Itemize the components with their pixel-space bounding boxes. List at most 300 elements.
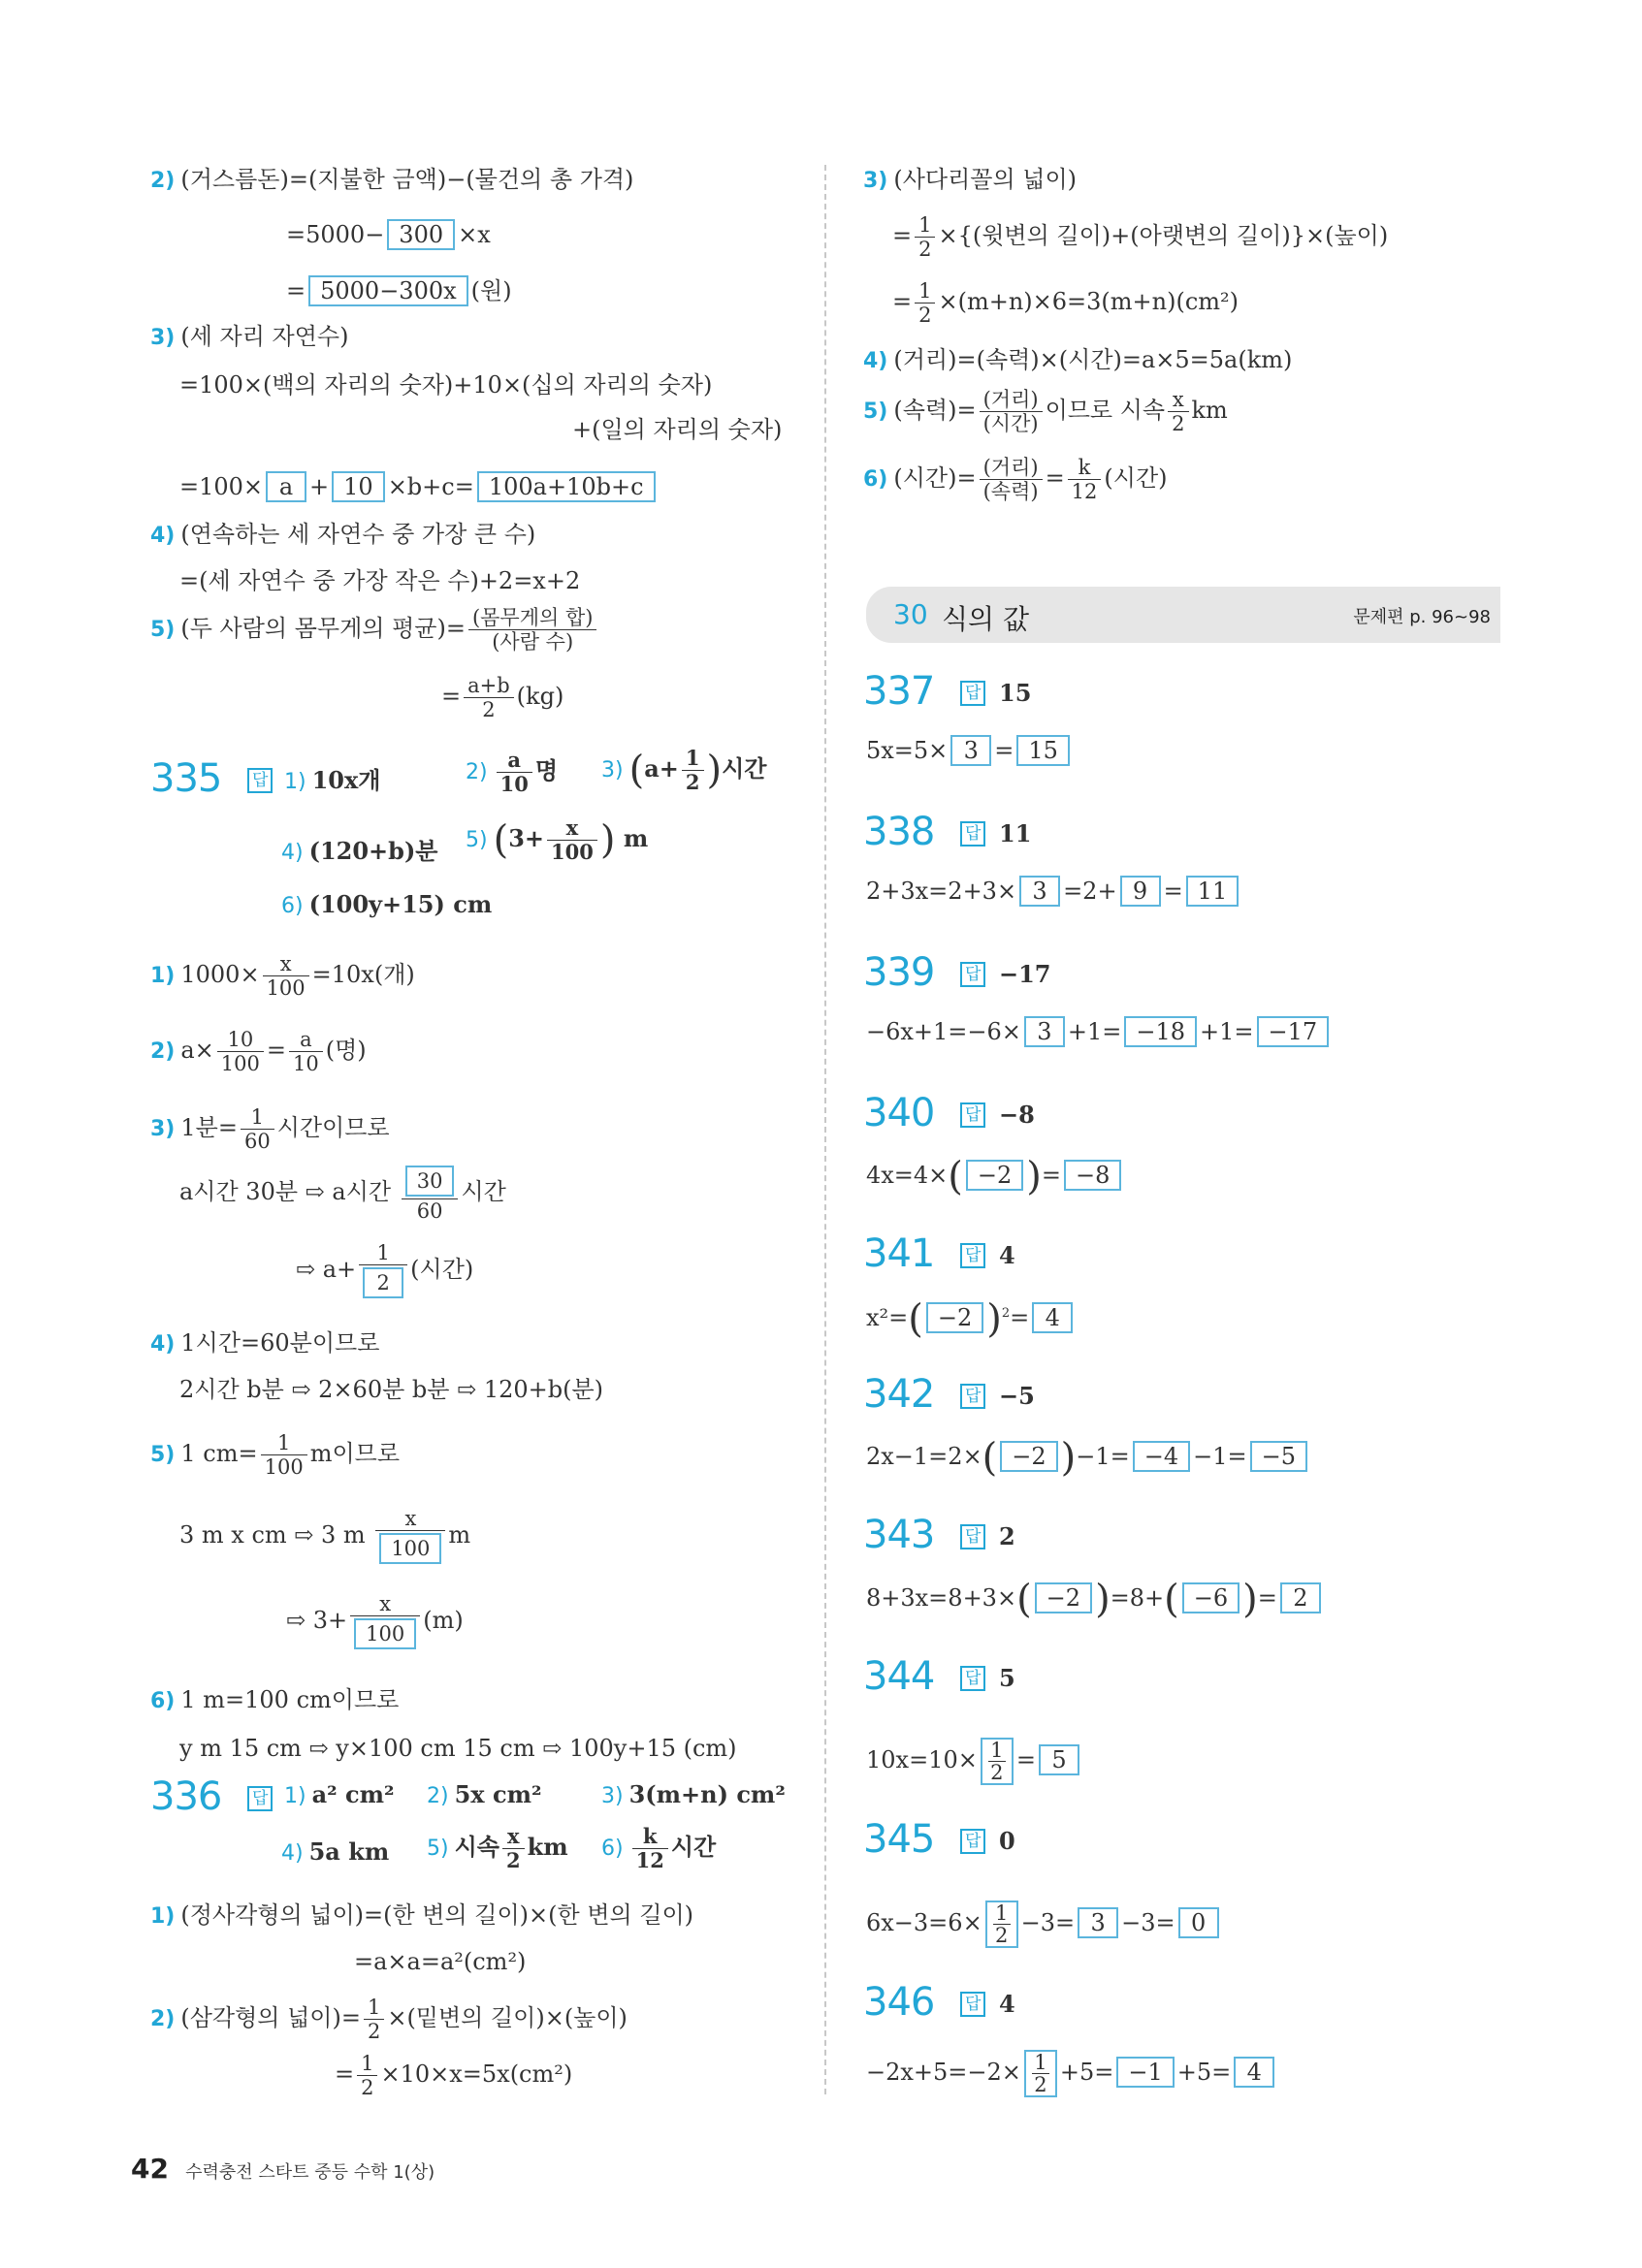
paren: ( [1164, 1577, 1179, 1622]
text: km [527, 1833, 568, 1861]
text: 2x−1=2× [866, 1443, 982, 1470]
solution-line [866, 1296, 1076, 1342]
solution-line [179, 370, 712, 399]
answer-box: 100 [354, 1618, 416, 1649]
text: =10x(개) [311, 961, 415, 988]
numerator: (거리) [980, 456, 1043, 480]
text: ×x [458, 221, 491, 248]
numerator: 1 [915, 213, 935, 238]
text: 5x=5× [866, 737, 949, 764]
text: 1시간=60분이므로 [180, 1329, 380, 1357]
answer-box: a [266, 471, 306, 502]
denominator: (시간) [982, 412, 1039, 435]
text: = [335, 2060, 355, 2088]
item-number: 1) [150, 964, 176, 988]
item-number: 2) [427, 1784, 449, 1808]
text: −2x+5=−2× [866, 2059, 1021, 2086]
numerator: 1 [1032, 2052, 1049, 2074]
answer-value: 4 [999, 1241, 1015, 1269]
text: (속력)= [893, 397, 977, 424]
answer-box: −2 [1000, 1441, 1057, 1472]
solution-line [866, 876, 1241, 907]
fraction [632, 1825, 668, 1872]
text: 4x=4× [866, 1162, 949, 1189]
numerator: 1 [682, 747, 704, 771]
text: +5= [1176, 2059, 1232, 2086]
denominator: 60 [243, 1130, 271, 1153]
text: +5= [1059, 2059, 1114, 2086]
solution-line [866, 1154, 1124, 1199]
item-number: 4) [863, 349, 888, 373]
item-number: 5) [466, 828, 488, 852]
answer-box: 3 [950, 735, 991, 766]
denominator: 12 [635, 1848, 664, 1872]
text: (거리)=(속력)×(시간)=a×5=5a(km) [893, 346, 1293, 373]
answer-box: 15 [1016, 735, 1070, 766]
numerator: a [289, 1028, 323, 1052]
problem-number: 335 [150, 756, 222, 801]
text: = [892, 222, 913, 249]
text: 1분= [180, 1114, 238, 1141]
solution-line [866, 1016, 1332, 1047]
text: (원) [470, 277, 512, 304]
solution-line [179, 471, 659, 502]
denominator: 2 [990, 1761, 1004, 1784]
text: 시간 [461, 1178, 506, 1205]
fraction [1024, 2048, 1057, 2099]
text: 시속 [454, 1833, 499, 1861]
item-number: 5) [150, 1443, 176, 1467]
problem-number: 340 [863, 1091, 935, 1135]
text: (사다리꼴의 넓이) [893, 166, 1078, 193]
text: ⇨ a+ [296, 1256, 357, 1283]
answer-box: 5 [1039, 1744, 1079, 1775]
fraction [497, 749, 532, 796]
text: −6x+1=−6× [866, 1018, 1021, 1045]
text: 3 m x cm ⇨ 3 m [179, 1521, 373, 1549]
fraction [359, 1241, 407, 1300]
text: 10x개 [311, 766, 381, 794]
text: = [1015, 1746, 1036, 1773]
page-number: 42 [131, 2153, 169, 2185]
fraction [981, 1736, 1014, 1787]
solution-line [179, 1507, 470, 1566]
solution-line [286, 275, 512, 306]
text: =a×a=a²(cm²) [354, 1948, 527, 1975]
text: (100y+15) cm [308, 890, 493, 918]
solution-line [150, 1431, 400, 1479]
numerator: 1 [988, 1740, 1006, 1762]
item-number: 3) [601, 758, 624, 783]
text: m이므로 [309, 1440, 400, 1467]
fraction [350, 1592, 420, 1651]
solution-line [150, 322, 348, 353]
item-number: 5) [427, 1837, 449, 1861]
numerator: x [1168, 388, 1188, 412]
answer-label: 답 [960, 1384, 985, 1409]
text: 3+ [508, 824, 545, 852]
text: ×10×x=5x(cm²) [380, 2060, 573, 2088]
solution-line [892, 213, 1388, 261]
answer-box: 3 [1078, 1907, 1118, 1938]
answer-label: 답 [247, 768, 273, 793]
item-number: 4) [150, 524, 176, 548]
paren: ( [908, 1296, 923, 1342]
answer-label: 답 [960, 1102, 985, 1128]
item-number: 3) [863, 169, 888, 193]
fraction [1168, 388, 1188, 435]
numerator: 1 [915, 279, 935, 303]
denominator: 2 [1172, 412, 1185, 435]
item-number: 1) [284, 770, 306, 794]
answer-box: −1 [1116, 2057, 1174, 2088]
answer-label: 답 [960, 1524, 985, 1549]
numerator: x [263, 952, 309, 976]
text: (거스름돈)=(지불한 금액)−(물건의 총 가격) [180, 166, 634, 193]
solution-line [572, 415, 782, 444]
denominator: 2 [994, 1924, 1009, 1947]
text: 시간이므로 [276, 1114, 390, 1141]
text: m [623, 824, 649, 852]
denominator: 2 [367, 2020, 381, 2043]
text: = [994, 737, 1014, 764]
numerator: 10 [217, 1028, 264, 1052]
item-number: 6) [281, 894, 304, 918]
section-title: 식의 값 [942, 603, 1030, 635]
answer-box: 9 [1120, 876, 1161, 907]
solution-line [179, 566, 580, 595]
fraction [682, 747, 704, 794]
solution-line [150, 1028, 367, 1075]
problem-number: 342 [863, 1372, 935, 1417]
solution-line [150, 952, 415, 1000]
section-header [866, 587, 1500, 643]
text: a시간 30분 ⇨ a시간 [179, 1178, 399, 1205]
fraction [502, 1825, 525, 1872]
item-number: 6) [601, 1837, 624, 1861]
numerator: x [350, 1592, 420, 1616]
denominator: 100 [551, 840, 594, 864]
answer-box: −4 [1133, 1441, 1190, 1472]
fraction [217, 1028, 264, 1075]
answer-value: 4 [999, 1990, 1015, 2018]
text: 6x−3=6× [866, 1909, 982, 1936]
solution-line [150, 1685, 399, 1716]
item-number: 2) [466, 760, 488, 784]
item-number: 5) [150, 618, 176, 642]
answer-label: 답 [960, 1992, 985, 2017]
solution-line [863, 345, 1292, 376]
solution-line [354, 1947, 526, 1976]
fraction [468, 606, 597, 654]
text: = [286, 277, 306, 304]
denominator: 2 [685, 770, 700, 794]
solution-line [150, 606, 599, 654]
exponent: 2 [1001, 1306, 1011, 1321]
numerator: 1 [359, 1241, 407, 1265]
answer-item [284, 761, 381, 795]
solution-line [179, 1375, 603, 1404]
text: (정사각형의 넓이)=(한 변의 길이)×(한 변의 길이) [180, 1901, 694, 1929]
text: (시간) [1104, 464, 1168, 492]
text: = [892, 288, 913, 315]
answer-box: 11 [1186, 876, 1240, 907]
solution-line [892, 279, 1239, 327]
answer-item [284, 1780, 395, 1808]
fraction [1068, 456, 1102, 503]
solution-line [150, 1328, 379, 1359]
item-number: 4) [281, 841, 304, 865]
item-number: 2) [150, 169, 176, 193]
page-footer [131, 2153, 435, 2185]
solution-line [286, 1592, 464, 1651]
answer-value: 2 [999, 1522, 1015, 1550]
denominator: 100 [264, 1455, 304, 1479]
page-reference: 문제편 p. 96~98 [1353, 607, 1491, 627]
problem-number: 337 [863, 669, 935, 714]
fraction [980, 388, 1043, 435]
solution-line [866, 1435, 1310, 1481]
text: =2+ [1063, 878, 1117, 905]
answer-box: −17 [1257, 1016, 1330, 1047]
text: (세 자리 자연수) [180, 323, 349, 350]
solution-line [866, 1736, 1082, 1787]
fraction [375, 1507, 445, 1566]
answer-label: 답 [960, 1829, 985, 1854]
answer-item [601, 1825, 716, 1872]
answer-item [466, 749, 558, 796]
answer-item [601, 1780, 786, 1808]
text: a² cm² [311, 1780, 395, 1808]
answer-value: 11 [999, 819, 1032, 847]
text: =(세 자연수 중 가장 작은 수)+2=x+2 [179, 567, 581, 594]
solution-line [179, 1734, 737, 1763]
fraction [357, 2052, 377, 2099]
text: −1= [1193, 1443, 1247, 1470]
text: (m) [423, 1607, 464, 1634]
numerator: x [547, 816, 597, 841]
fraction [464, 674, 514, 721]
text: a+ [644, 754, 679, 783]
numerator: 1 [993, 1902, 1011, 1925]
solution-line [335, 2052, 572, 2099]
numerator: 1 [261, 1431, 307, 1455]
answer-box: −8 [1064, 1160, 1121, 1191]
denominator: 2 [918, 238, 932, 261]
text: (120+b)분 [308, 837, 438, 865]
paren: ) [599, 817, 616, 863]
problem-number: 339 [863, 950, 935, 995]
section-number: 30 [893, 598, 928, 630]
problem-number: 341 [863, 1231, 935, 1276]
answer-label: 답 [960, 821, 985, 847]
solution-line [866, 2048, 1277, 2099]
paren: ) [986, 1296, 1002, 1342]
item-number: 1) [284, 1784, 306, 1808]
answer-box: 4 [1234, 2057, 1274, 2088]
text: = [1041, 1162, 1062, 1189]
text: = [1045, 464, 1065, 492]
text: (연속하는 세 자연수 중 가장 큰 수) [180, 521, 536, 548]
text: x²= [866, 1304, 909, 1331]
solution-line [150, 1105, 390, 1153]
paren: ( [493, 817, 509, 863]
numerator: 1 [364, 1996, 384, 2020]
text: 시간 [722, 754, 767, 783]
text: (두 사람의 몸무게의 평균)= [180, 615, 466, 642]
denominator: 100 [266, 976, 306, 1000]
fraction [915, 279, 935, 327]
answer-box: 4 [1032, 1302, 1073, 1333]
fraction [263, 952, 309, 1000]
paren: ) [1060, 1435, 1077, 1481]
answer-box: 30 [405, 1166, 455, 1197]
text: 1 cm= [180, 1440, 258, 1467]
item-number: 3) [601, 1784, 624, 1808]
text: + [309, 473, 330, 500]
paren: ( [628, 748, 645, 793]
text: 명 [534, 756, 559, 784]
denominator: 10 [293, 1052, 319, 1075]
denominator: 100 [220, 1052, 260, 1075]
answer-box: −2 [966, 1160, 1023, 1191]
denominator: 2 [1034, 2073, 1047, 2096]
text: 10x=10× [866, 1746, 978, 1773]
text: km [1191, 397, 1228, 424]
answer-box: 100 [379, 1533, 441, 1564]
numerator: k [632, 1825, 668, 1849]
item-number: 3) [150, 1117, 176, 1141]
answer-box: 300 [387, 219, 455, 250]
answer-box: −5 [1250, 1441, 1307, 1472]
solution-line [863, 165, 1077, 196]
numerator: 1 [357, 2052, 377, 2076]
text: = [1257, 1584, 1277, 1612]
text: ×(m+n)×6=3(m+n)(cm²) [938, 288, 1239, 315]
answer-value: 15 [999, 679, 1032, 707]
answer-box: −6 [1182, 1582, 1240, 1613]
answer-box: 3 [1024, 1016, 1065, 1047]
denominator: (사람 수) [492, 630, 574, 654]
solution-line [286, 219, 491, 250]
answer-value: 0 [999, 1827, 1015, 1855]
answer-box: 0 [1178, 1907, 1219, 1938]
solution-line [866, 1577, 1324, 1622]
paren: ) [1026, 1154, 1042, 1199]
text: (시간) [410, 1256, 474, 1283]
text: =8+ [1110, 1584, 1165, 1612]
problem-number: 346 [863, 1980, 935, 2025]
text: 시간 [670, 1833, 717, 1861]
paren: ) [706, 748, 723, 793]
numerator: (몸무게의 합) [468, 606, 597, 630]
text: (시간)= [893, 464, 977, 492]
text: ×(밑변의 길이)×(높이) [387, 2004, 628, 2031]
fraction [261, 1431, 307, 1479]
numerator: k [1068, 456, 1102, 480]
column-divider [824, 165, 826, 2094]
paren: ( [982, 1435, 998, 1481]
text: =100×(백의 자리의 숫자)+10×(십의 자리의 숫자) [179, 371, 713, 399]
text: 1 m=100 cm이므로 [180, 1686, 400, 1713]
fraction [402, 1164, 459, 1223]
book-title: 수력충전 스타트 중등 수학 1(상) [185, 2162, 435, 2183]
problem-number: 345 [863, 1817, 935, 1862]
item-number: 4) [281, 1841, 304, 1866]
numerator: 1 [241, 1105, 274, 1130]
item-number: 6) [150, 1689, 176, 1713]
answer-box: −2 [1035, 1582, 1092, 1613]
fraction [547, 816, 597, 864]
item-number: 2) [150, 2007, 176, 2031]
text: y m 15 cm ⇨ y×100 cm 15 cm ⇨ 100y+15 (cm) [179, 1735, 737, 1762]
text: ×b+c= [387, 473, 474, 500]
denominator: 10 [499, 772, 529, 796]
fraction [915, 213, 935, 261]
answer-box: 2 [363, 1267, 403, 1298]
answer-item [466, 816, 648, 864]
solution-line [441, 674, 563, 721]
answer-label: 답 [960, 1243, 985, 1268]
problem-number: 338 [863, 810, 935, 854]
text: 3(m+n) cm² [628, 1780, 786, 1808]
answer-box: 10 [332, 471, 385, 502]
fraction [985, 1899, 1018, 1950]
text: m [448, 1521, 471, 1549]
text: = [1010, 1304, 1030, 1331]
solution-line [150, 165, 633, 196]
text: (kg) [516, 683, 564, 710]
text: 2시간 b분 ⇨ 2×60분 b분 ⇨ 120+b(분) [179, 1376, 604, 1403]
denominator: 2 [918, 303, 932, 327]
text: ⇨ 3+ [286, 1607, 348, 1634]
numerator: x [502, 1825, 525, 1849]
answer-box: 5000−300x [308, 275, 468, 306]
denominator: 12 [1071, 480, 1098, 503]
solution-line [863, 388, 1228, 435]
solution-line [863, 456, 1168, 503]
item-number: 1) [150, 1904, 176, 1929]
denominator: 2 [505, 1848, 521, 1872]
answer-box: 100a+10b+c [477, 471, 656, 502]
numerator: (거리) [980, 388, 1043, 412]
fraction [289, 1028, 323, 1075]
item-number: 2) [150, 1039, 176, 1064]
paren: ) [1242, 1577, 1258, 1622]
item-number: 4) [150, 1332, 176, 1357]
answer-item [601, 747, 766, 794]
solution-line [150, 1901, 693, 1932]
answer-value: 5 [999, 1664, 1015, 1692]
answer-item [427, 1780, 541, 1808]
solution-line [866, 1899, 1222, 1950]
answer-value: −5 [999, 1382, 1035, 1410]
numerator: a [497, 749, 532, 773]
fraction [241, 1105, 274, 1153]
numerator: a+b [464, 674, 514, 698]
answer-value: −8 [999, 1101, 1035, 1129]
item-number: 6) [863, 467, 888, 492]
text: 5x cm² [454, 1780, 542, 1808]
text: ×{(윗변의 길이)+(아랫변의 길이)}×(높이) [938, 222, 1389, 249]
text: (삼각형의 넓이)= [180, 2004, 361, 2031]
denominator: 2 [482, 698, 496, 721]
solution-line [179, 1164, 506, 1223]
problem-number: 336 [150, 1774, 222, 1819]
text: +(일의 자리의 숫자) [572, 416, 783, 443]
answer-value: −17 [999, 960, 1051, 988]
paren: ( [948, 1154, 963, 1199]
